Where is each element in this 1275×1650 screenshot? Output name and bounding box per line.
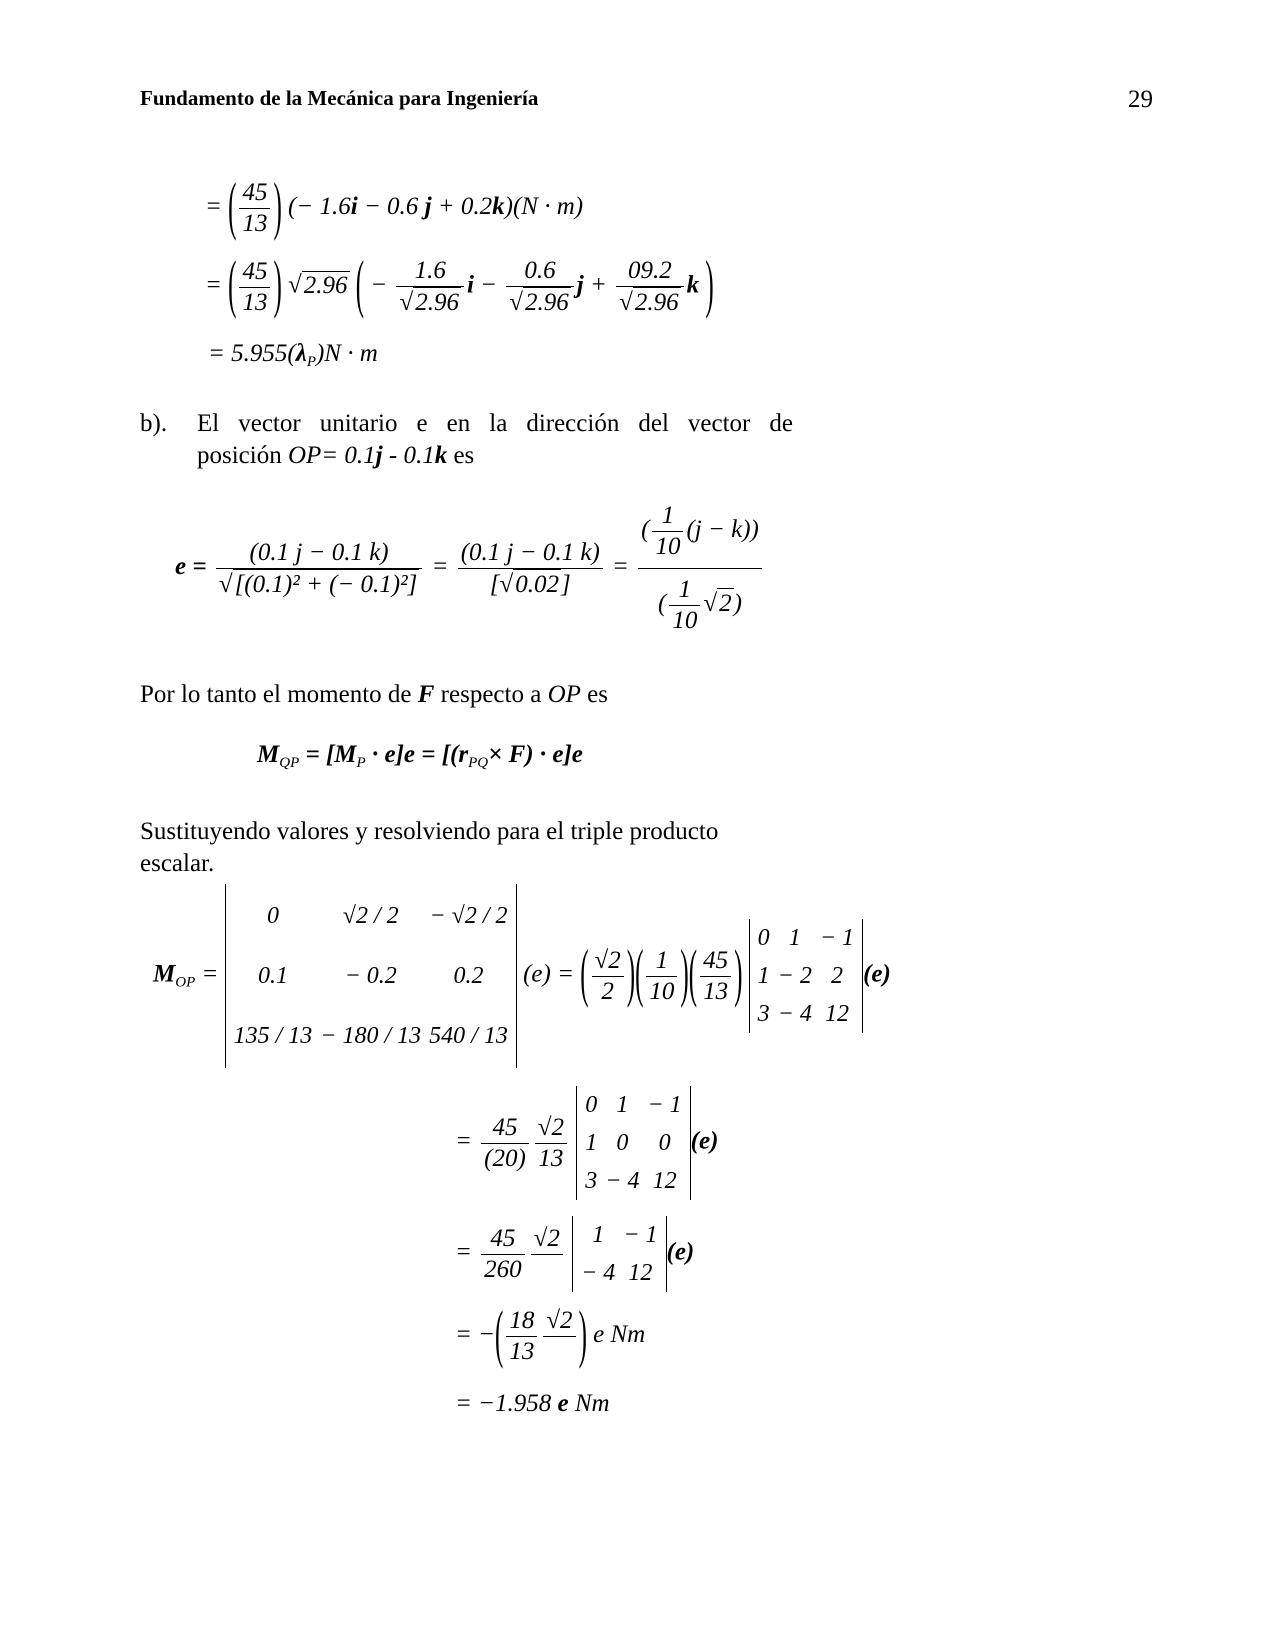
det-cell: 12 bbox=[628, 1259, 653, 1286]
equals-sign: = bbox=[612, 553, 629, 581]
m-symbol: M bbox=[153, 960, 176, 988]
term1-denominator: 2.96 bbox=[415, 289, 459, 316]
det-cell: 0.1 bbox=[257, 962, 288, 989]
fraction-numerator: √2 bbox=[531, 1224, 563, 1255]
e-denominator-2: 0.02 bbox=[515, 570, 559, 598]
fraction-numerator: 1 bbox=[646, 946, 677, 977]
fraction-numerator: √2 bbox=[543, 1306, 575, 1337]
text-run: es bbox=[447, 442, 475, 469]
term3-denominator: 2.96 bbox=[634, 289, 679, 316]
e-numerator-2: (0.1 j − 0.1 k) bbox=[458, 538, 603, 569]
equals-sign: = bbox=[205, 271, 222, 299]
det-cell: 1 bbox=[616, 1091, 629, 1118]
det-cell: 1 bbox=[585, 1129, 598, 1156]
unit-j: j bbox=[375, 442, 383, 469]
fraction-numerator: 45 bbox=[239, 257, 270, 288]
det-cell: 0 bbox=[266, 902, 279, 929]
result-value: = 5.955( bbox=[208, 340, 296, 367]
term2-denominator: 2.96 bbox=[525, 289, 569, 316]
det-cell: 12 bbox=[652, 1167, 677, 1194]
text-run: = − bbox=[455, 1321, 495, 1349]
det-cell: 540 / 13 bbox=[429, 1022, 508, 1049]
e-denominator-1: [(0.1)² + (− 0.1)²] bbox=[234, 570, 418, 598]
fraction-denominator: 13 bbox=[509, 1338, 535, 1365]
det-cell: 12 bbox=[824, 1000, 849, 1027]
page-number: 29 bbox=[1128, 86, 1153, 113]
unit-i: i bbox=[350, 193, 358, 221]
text-run: (e) = bbox=[523, 960, 574, 988]
unit-k: k bbox=[492, 193, 505, 221]
fraction-denominator: 10 bbox=[649, 977, 675, 1005]
e-numerator-1: (0.1 j − 0.1 k) bbox=[216, 538, 422, 569]
equation-step-4: = −( $\frac{18}{13}$ √2 ) e Nm bbox=[455, 1300, 646, 1371]
fraction-denominator: 10 bbox=[672, 607, 698, 634]
j-minus-k: (j − k) bbox=[686, 516, 751, 544]
det-cell: 1 bbox=[592, 1221, 605, 1248]
term-k-coef: + 0.2 bbox=[437, 193, 493, 221]
det-cell: 0.2 bbox=[453, 962, 484, 989]
result-value: = −1.958 bbox=[455, 1390, 558, 1417]
det-cell: − 180 / 13 bbox=[320, 1022, 422, 1049]
fraction-numerator: 1 bbox=[652, 501, 683, 532]
lambda-subscript: P bbox=[306, 354, 316, 370]
det-cell: − 2 bbox=[777, 962, 812, 989]
fraction-numerator: 45 bbox=[481, 1224, 525, 1255]
determinant-step-3 bbox=[572, 1216, 666, 1292]
determinant-3x3-integer bbox=[749, 919, 863, 1033]
text-run: - 0.1 bbox=[382, 442, 435, 469]
text-run: respecto a bbox=[434, 681, 548, 708]
det-cell: 0 bbox=[757, 924, 770, 951]
running-title: Fundamento de la Mecánica para Ingeniería bbox=[140, 86, 539, 110]
det-cell: 2 bbox=[830, 962, 843, 989]
unit-k: k bbox=[686, 271, 700, 299]
equation-moment-projection bbox=[257, 741, 583, 772]
equation-final-result bbox=[455, 1390, 610, 1418]
lhs-e: e = bbox=[175, 553, 207, 581]
fraction-denominator: 13 bbox=[538, 1144, 564, 1172]
unit-k: k bbox=[434, 442, 448, 469]
paragraph-moment-about-op bbox=[140, 679, 608, 711]
equals-sign: = bbox=[431, 553, 449, 581]
sqrt-value: 2.96 bbox=[303, 271, 348, 299]
subscript: QP bbox=[279, 755, 300, 771]
fraction-numerator: 45 bbox=[239, 178, 270, 209]
text-run: × F) · e]e bbox=[488, 741, 583, 768]
unit-j: j bbox=[576, 271, 584, 299]
fraction-denominator: 2 bbox=[601, 977, 614, 1005]
det-cell: − 1 bbox=[819, 924, 855, 951]
minus-sign: − bbox=[370, 271, 388, 299]
text-run: (e) bbox=[666, 1238, 695, 1266]
sqrt-value: 2 bbox=[719, 590, 732, 618]
m-symbol: M bbox=[257, 741, 280, 768]
fraction-numerator: √2 bbox=[592, 946, 624, 977]
det-cell: 1 bbox=[788, 924, 801, 951]
fraction-denominator: (20) bbox=[484, 1144, 526, 1172]
fraction-denominator: 10 bbox=[655, 533, 681, 560]
paragraph-substituting-line1: Sustituyendo valores y resolviendo para el triple producto bbox=[140, 818, 719, 845]
text-run: (e) bbox=[863, 960, 891, 988]
equals-sign: = bbox=[455, 1238, 472, 1266]
text-run: = [M bbox=[299, 741, 357, 768]
det-cell: 0 bbox=[658, 1129, 671, 1156]
equation-step-2 bbox=[455, 1086, 718, 1200]
subscript: OP bbox=[175, 974, 196, 991]
det-cell: 3 bbox=[757, 1000, 770, 1027]
det-cell: − 1 bbox=[647, 1091, 682, 1118]
det-cell: − 4 bbox=[605, 1167, 640, 1194]
part-label: b). bbox=[140, 410, 168, 437]
units: )(N · m) bbox=[504, 193, 584, 221]
equation-step-3 bbox=[455, 1216, 694, 1292]
axis-op: OP bbox=[547, 681, 581, 708]
text-run: es bbox=[580, 681, 608, 708]
det-cell: 1 bbox=[757, 962, 770, 989]
fraction-numerator: 1 bbox=[669, 575, 700, 606]
text-run: posición bbox=[197, 442, 288, 469]
determinant-step-2 bbox=[576, 1086, 690, 1200]
fraction-numerator: √2 bbox=[535, 1113, 567, 1144]
term2-numerator: 0.6 bbox=[506, 256, 573, 287]
part-b-line1: El vector unitario e en la dirección del vector de bbox=[197, 410, 793, 437]
paragraph-substituting-line2: escalar. bbox=[140, 850, 215, 877]
text-run: Por lo tanto el momento de bbox=[140, 681, 418, 708]
unit-j: j bbox=[424, 193, 432, 221]
op-vector: OP= 0.1 bbox=[287, 442, 376, 469]
det-cell: 3 bbox=[585, 1167, 598, 1194]
term1-numerator: 1.6 bbox=[396, 256, 463, 287]
units: Nm bbox=[568, 1390, 610, 1417]
subscript: P bbox=[356, 755, 366, 771]
det-cell: 135 / 13 bbox=[233, 1022, 313, 1049]
det-cell: − 4 bbox=[581, 1259, 616, 1286]
equals-sign: = bbox=[205, 193, 222, 221]
equation-moment-result bbox=[208, 340, 378, 371]
force-f: F bbox=[417, 681, 435, 708]
text-run: · e]e = [(r bbox=[365, 741, 469, 768]
equation-unit-vector-e: e = $\frac{(0.1 j - 0.1 k)}{\text{√[(0.1)² + (− 0.1)²]}}$ = $\frac{(0.1 j - 0.1 k)}{[√0.02]}$ = ( $\frac{1}{10}$ (j − k)) ( $\frac{1}{10}$ √2) bbox=[175, 495, 765, 642]
det-cell: 0 bbox=[585, 1091, 598, 1118]
fraction-denominator: 13 bbox=[242, 288, 268, 316]
equation-triple-product: $M_{OP}$ = 0 √2 / 2 − √2 / 2 0.1 − 0.2 0.2 135 / 13 − 180 / 13 540 / 13 (e) = ( $\frac{√2}{2}$ )( $\frac{1}{10}$ )( $\frac{45}{13}$ ) 0 1 − 1 1 − 2 2 3 − 4 12 (e) bbox=[153, 884, 891, 1068]
determinant-3x3 bbox=[225, 884, 517, 1068]
det-cell: √2 / 2 bbox=[342, 902, 399, 929]
part-b-line2 bbox=[197, 440, 474, 472]
equation-moment-components: = ( $\frac{45}{13}$ ) (− 1.6i − 0.6 j + 0.2k)(N · m) bbox=[205, 172, 584, 243]
unit-i: i bbox=[466, 271, 474, 299]
fraction-denominator: 13 bbox=[242, 210, 268, 237]
minus-sign: − bbox=[480, 271, 498, 299]
text-run: (e) bbox=[690, 1127, 719, 1155]
term3-numerator: 09.2 bbox=[616, 256, 683, 287]
term-j-coef: − 0.6 bbox=[363, 193, 419, 221]
plus-sign: + bbox=[589, 271, 607, 299]
fraction-denominator: 260 bbox=[484, 1255, 522, 1283]
lambda-symbol: λ bbox=[295, 340, 307, 367]
det-cell: − 4 bbox=[777, 1000, 812, 1027]
fraction-numerator: 18 bbox=[506, 1306, 537, 1337]
fraction-numerator: 45 bbox=[481, 1113, 529, 1144]
equals-sign: = bbox=[201, 960, 219, 988]
unit-vector-e: e bbox=[557, 1390, 569, 1417]
det-cell: − √2 / 2 bbox=[429, 902, 508, 929]
fraction-numerator: 45 bbox=[700, 946, 731, 977]
equation-moment-unit-vector: = ( $\frac{45}{13}$ ) √2.96 ( − $\frac{1.6}{√2.96}$ i − $\frac{0.6}{√2.96}$ j + $\frac{09.2}{√2.96}$ k ) bbox=[205, 250, 714, 321]
term-i-coef: (− 1.6 bbox=[288, 193, 351, 221]
fraction-denominator: 13 bbox=[703, 977, 729, 1005]
text-run: e Nm bbox=[593, 1321, 646, 1349]
det-cell: 0 bbox=[616, 1129, 629, 1156]
equals-sign: = bbox=[455, 1127, 472, 1155]
det-cell: − 0.2 bbox=[344, 962, 397, 989]
subscript: PQ bbox=[468, 755, 489, 771]
det-cell: − 1 bbox=[623, 1221, 658, 1248]
units: )N · m bbox=[315, 340, 378, 367]
